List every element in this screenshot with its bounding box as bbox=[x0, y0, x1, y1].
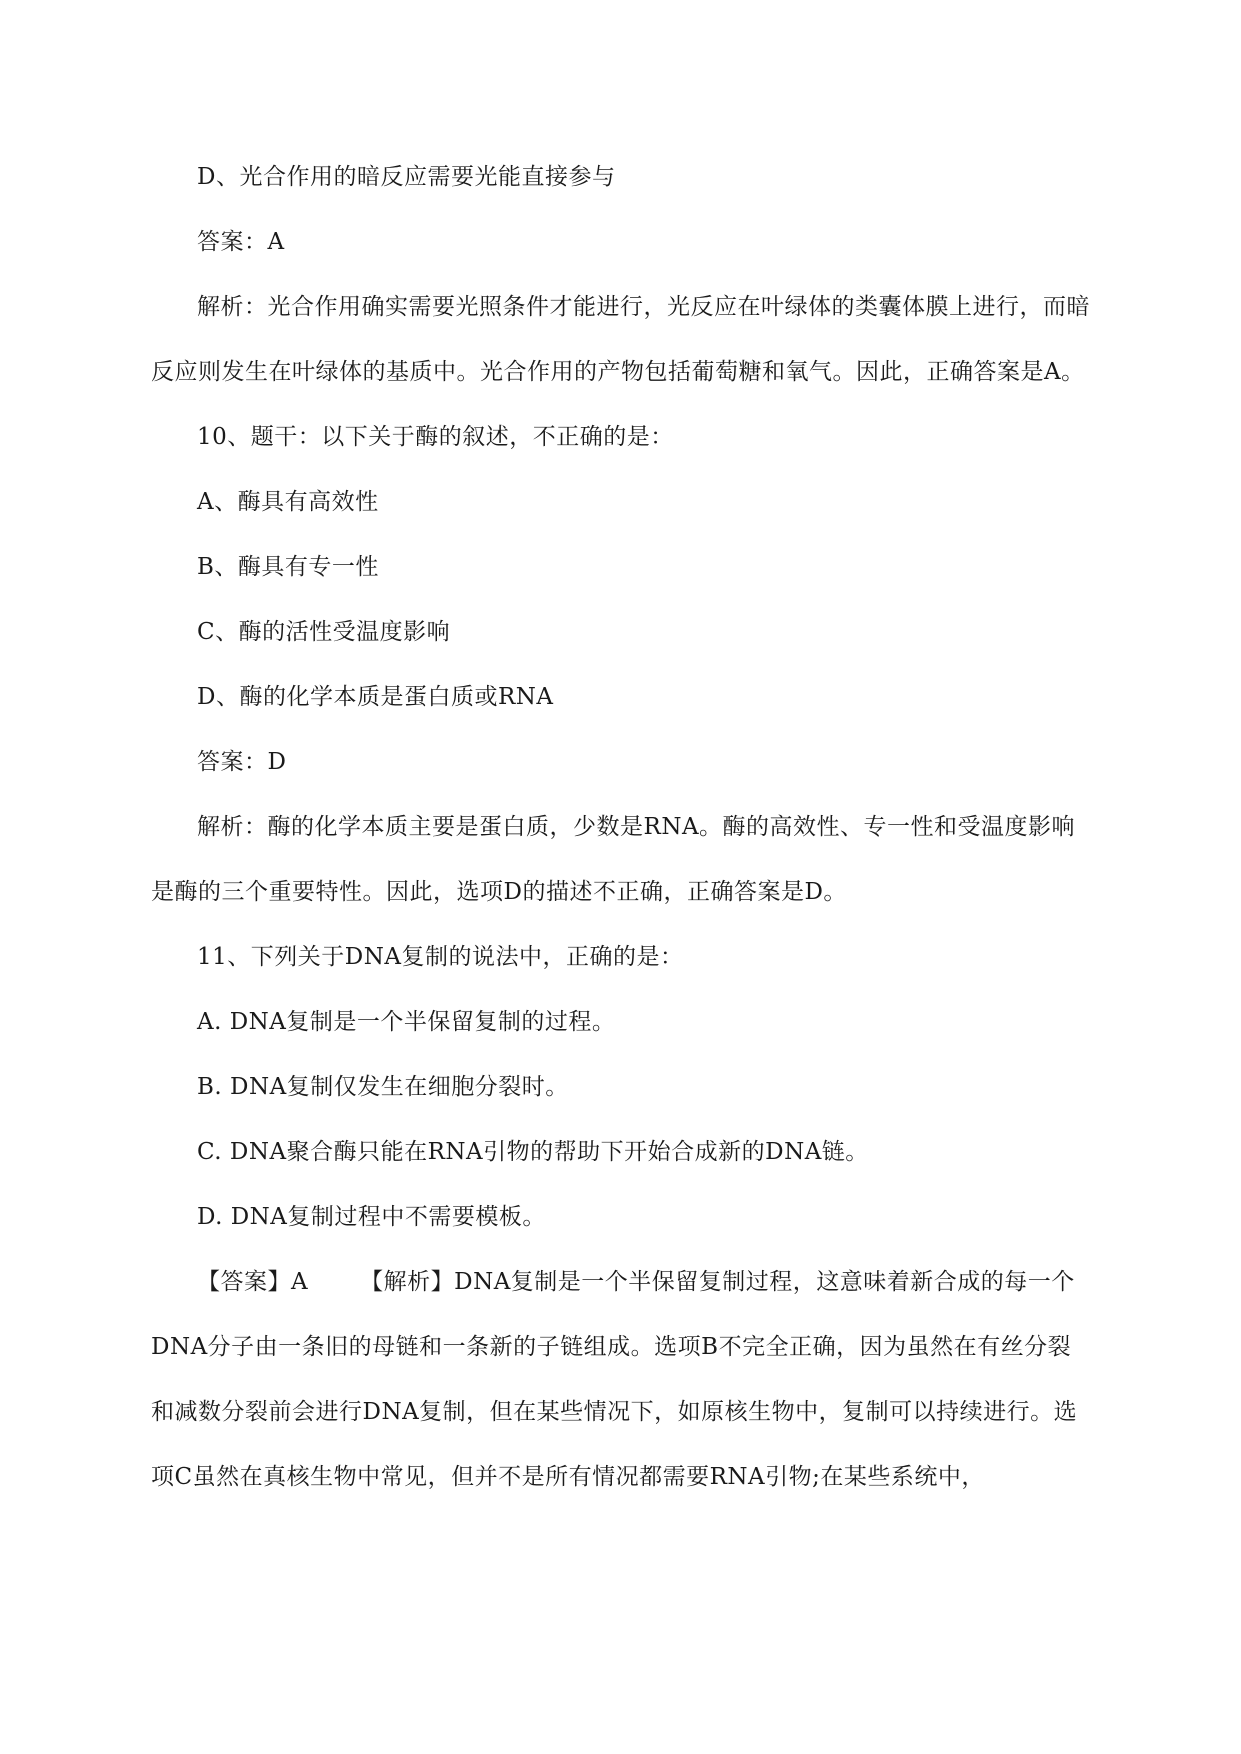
q11-option-c: C. DNA聚合酶只能在RNA引物的帮助下开始合成新的DNA链。 bbox=[197, 1139, 869, 1165]
q9-option-d: D、光合作用的暗反应需要光能直接参与 bbox=[197, 164, 616, 190]
q11-option-b: B. DNA复制仅发生在细胞分裂时。 bbox=[197, 1074, 569, 1100]
q10-option-c: C、酶的活性受温度影响 bbox=[197, 619, 451, 645]
q11-explanation: 【解析】DNA复制是一个半保留复制过程，这意味着新合成的每一个DNA分子由一条旧的母链和一条新的子链组成。选项B不完全正确，因为虽然在有丝分裂和减数分裂前会进行DNA复制，但在某些情况下，如原核生物中，复制可以持续进行。选项C虽然在真核生物中常见，但并不是所有情况都需要RNA引物;在某些系统中， bbox=[151, 1269, 1078, 1490]
q11-option-d: D. DNA复制过程中不需要模板。 bbox=[197, 1204, 546, 1230]
q11-option-a: A. DNA复制是一个半保留复制的过程。 bbox=[197, 1009, 616, 1035]
q11-answer-explanation bbox=[151, 1250, 1091, 1510]
q10-explanation: 解析：酶的化学本质主要是蛋白质，少数是RNA。酶的高效性、专一性和受温度影响是酶的三个重要特性。因此，选项D的描述不正确，正确答案是D。 bbox=[151, 814, 1076, 905]
q10-option-b: B、酶具有专一性 bbox=[197, 554, 379, 580]
q9-explanation: 解析：光合作用确实需要光照条件才能进行，光反应在叶绿体的类囊体膜上进行，而暗反应则发生在叶绿体的基质中。光合作用的产物包括葡萄糖和氧气。因此，正确答案是A。 bbox=[151, 294, 1090, 385]
q9-answer: 答案：A bbox=[197, 229, 285, 255]
q10-option-a: A、酶具有高效性 bbox=[197, 489, 379, 515]
document-body bbox=[151, 145, 1091, 1510]
q10-answer: 答案：D bbox=[197, 749, 287, 775]
q10-stem: 10、题干：以下关于酶的叙述，不正确的是： bbox=[197, 424, 674, 450]
q10-option-d: D、酶的化学本质是蛋白质或RNA bbox=[197, 684, 554, 710]
q11-stem: 11、下列关于DNA复制的说法中，正确的是： bbox=[197, 944, 684, 970]
q11-answer-label: 【答案】A bbox=[197, 1269, 309, 1295]
